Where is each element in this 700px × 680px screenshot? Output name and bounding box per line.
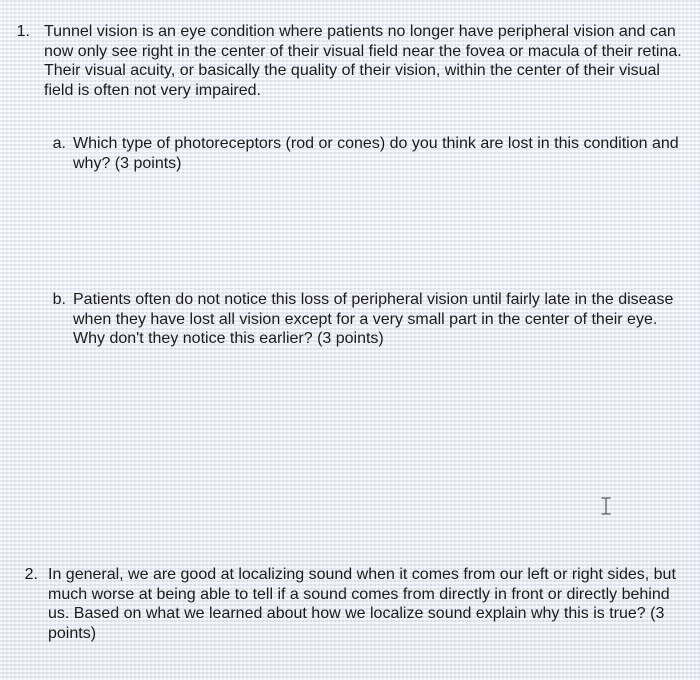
question-1b-letter: b.: [52, 291, 66, 308]
text-cursor-icon: [600, 497, 612, 515]
question-1a-letter: a.: [52, 135, 66, 152]
question-2-number: 2.: [24, 566, 38, 583]
question-1-text: Tunnel vision is an eye condition where patients no longer have peripheral vision and can now only see right in the center of their visual field near the fovea or macula of their retina. Their visual acuity, or basically the quality of their vision, within the center of their visual field is often not very impaired.: [44, 23, 682, 99]
question-1-number: 1.: [16, 23, 30, 40]
question-1a-text: Which type of photoreceptors (rod or cones) do you think are lost in this condition and why? (3 points): [73, 135, 679, 172]
question-1b-text: Patients often do not notice this loss of peripheral vision until fairly late in the disease when they have lost all vision except for a very small part in the center of their eye. Why don't they notice this earlier? (3 points): [73, 291, 674, 347]
question-2-text: In general, we are good at localizing sound when it comes from our left or right sides, but much worse at being able to tell if a sound comes from directly in front or directly behind us. Based on what we learned about how we localize sound explain why this is true? (3 points): [48, 566, 676, 642]
